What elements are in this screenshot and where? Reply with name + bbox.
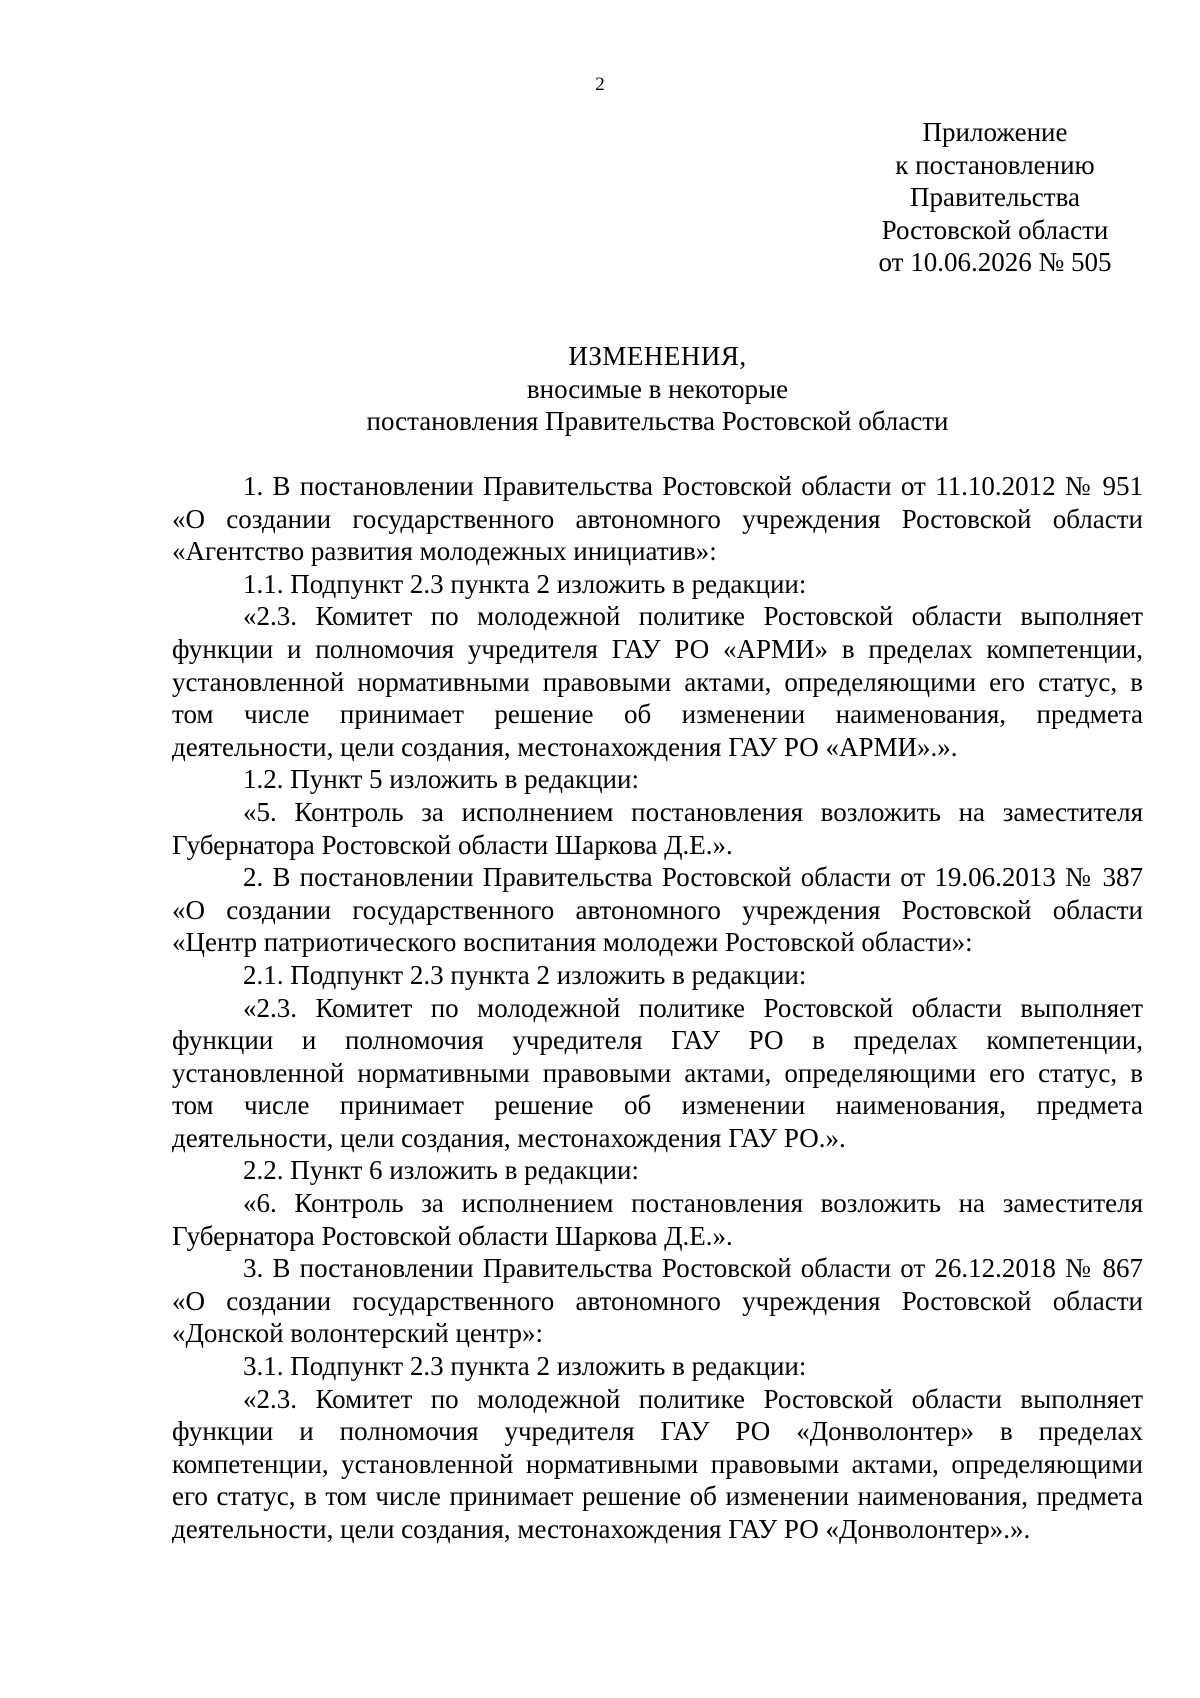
paragraph: «2.3. Комитет по молодежной политике Ростовской области выполняет функции и полномочия учредителя ГАУ РО «Донволонтер» в пределах компетенции, установленной нормативными правовыми актами, определяющими его статус, в том числе принимает решение об изменении наименования, предмета деятельности, цели создания, местонахождения ГАУ РО «Донволонтер».». bbox=[172, 1383, 1143, 1544]
paragraph: «2.3. Комитет по молодежной политике Ростовской области выполняет функции и полномочия учредителя ГАУ РО в пределах компетенции, установленной нормативными правовыми актами, определяющими его статус, в том числе принимает решение об изменении наименования, предмета деятельности, цели создания, местонахождения ГАУ РО.». bbox=[172, 992, 1143, 1153]
appendix-line: Правительства bbox=[910, 182, 1080, 212]
document-subtitle: постановления Правительства Ростовской области bbox=[366, 406, 949, 436]
paragraph: «5. Контроль за исполнением постановления возложить на заместителя Губернатора Ростовской области Шаркова Д.Е.». bbox=[172, 796, 1143, 860]
appendix-line: от 10.06.2026 № 505 bbox=[878, 247, 1112, 277]
page-number: 2 bbox=[595, 74, 605, 95]
document-heading bbox=[170, 340, 1145, 438]
document-body bbox=[172, 470, 1143, 1546]
document-subtitle: вносимые в некоторые bbox=[526, 373, 789, 404]
paragraph: 3.1. Подпункт 2.3 пункта 2 изложить в редакции: bbox=[243, 1351, 807, 1382]
paragraph: 2. В постановлении Правительства Ростовской области от 19.06.2013 № 387 «О создании государственного автономного учреждения Ростовской области «Центр патриотического воспитания молодежи Ростовской области»: bbox=[172, 862, 1143, 958]
paragraph: 1.2. Пункт 5 изложить в редакции: bbox=[243, 764, 639, 795]
appendix-line: к постановлению bbox=[895, 149, 1095, 180]
document-title: ИЗМЕНЕНИЯ, bbox=[568, 341, 747, 371]
paragraph: 2.1. Подпункт 2.3 пункта 2 изложить в редакции: bbox=[243, 959, 807, 990]
paragraph: 1.1. Подпункт 2.3 пункта 2 изложить в редакции: bbox=[243, 568, 807, 599]
paragraph: 3. В постановлении Правительства Ростовской области от 26.12.2018 № 867 «О создании государственного автономного учреждения Ростовской области «Донской волонтерский центр»: bbox=[172, 1253, 1143, 1349]
appendix-header bbox=[830, 116, 1160, 279]
appendix-line: Приложение bbox=[922, 117, 1068, 147]
paragraph: 2.2. Пункт 6 изложить в редакции: bbox=[243, 1155, 639, 1186]
paragraph: «2.3. Комитет по молодежной политике Ростовской области выполняет функции и полномочия учредителя ГАУ РО «АРМИ» в пределах компетенции, установленной нормативными правовыми актами, определяющими его статус, в том числе принимает решение об изменении наименования, предмета деятельности, цели создания, местонахождения ГАУ РО «АРМИ».». bbox=[172, 601, 1143, 762]
paragraph: 1. В постановлении Правительства Ростовской области от 11.10.2012 № 951 «О создании государственного автономного учреждения Ростовской области «Агентство развития молодежных инициатив»: bbox=[172, 471, 1143, 567]
paragraph: «6. Контроль за исполнением постановления возложить на заместителя Губернатора Ростовской области Шаркова Д.Е.». bbox=[172, 1188, 1143, 1251]
appendix-line: Ростовской области bbox=[881, 214, 1109, 245]
